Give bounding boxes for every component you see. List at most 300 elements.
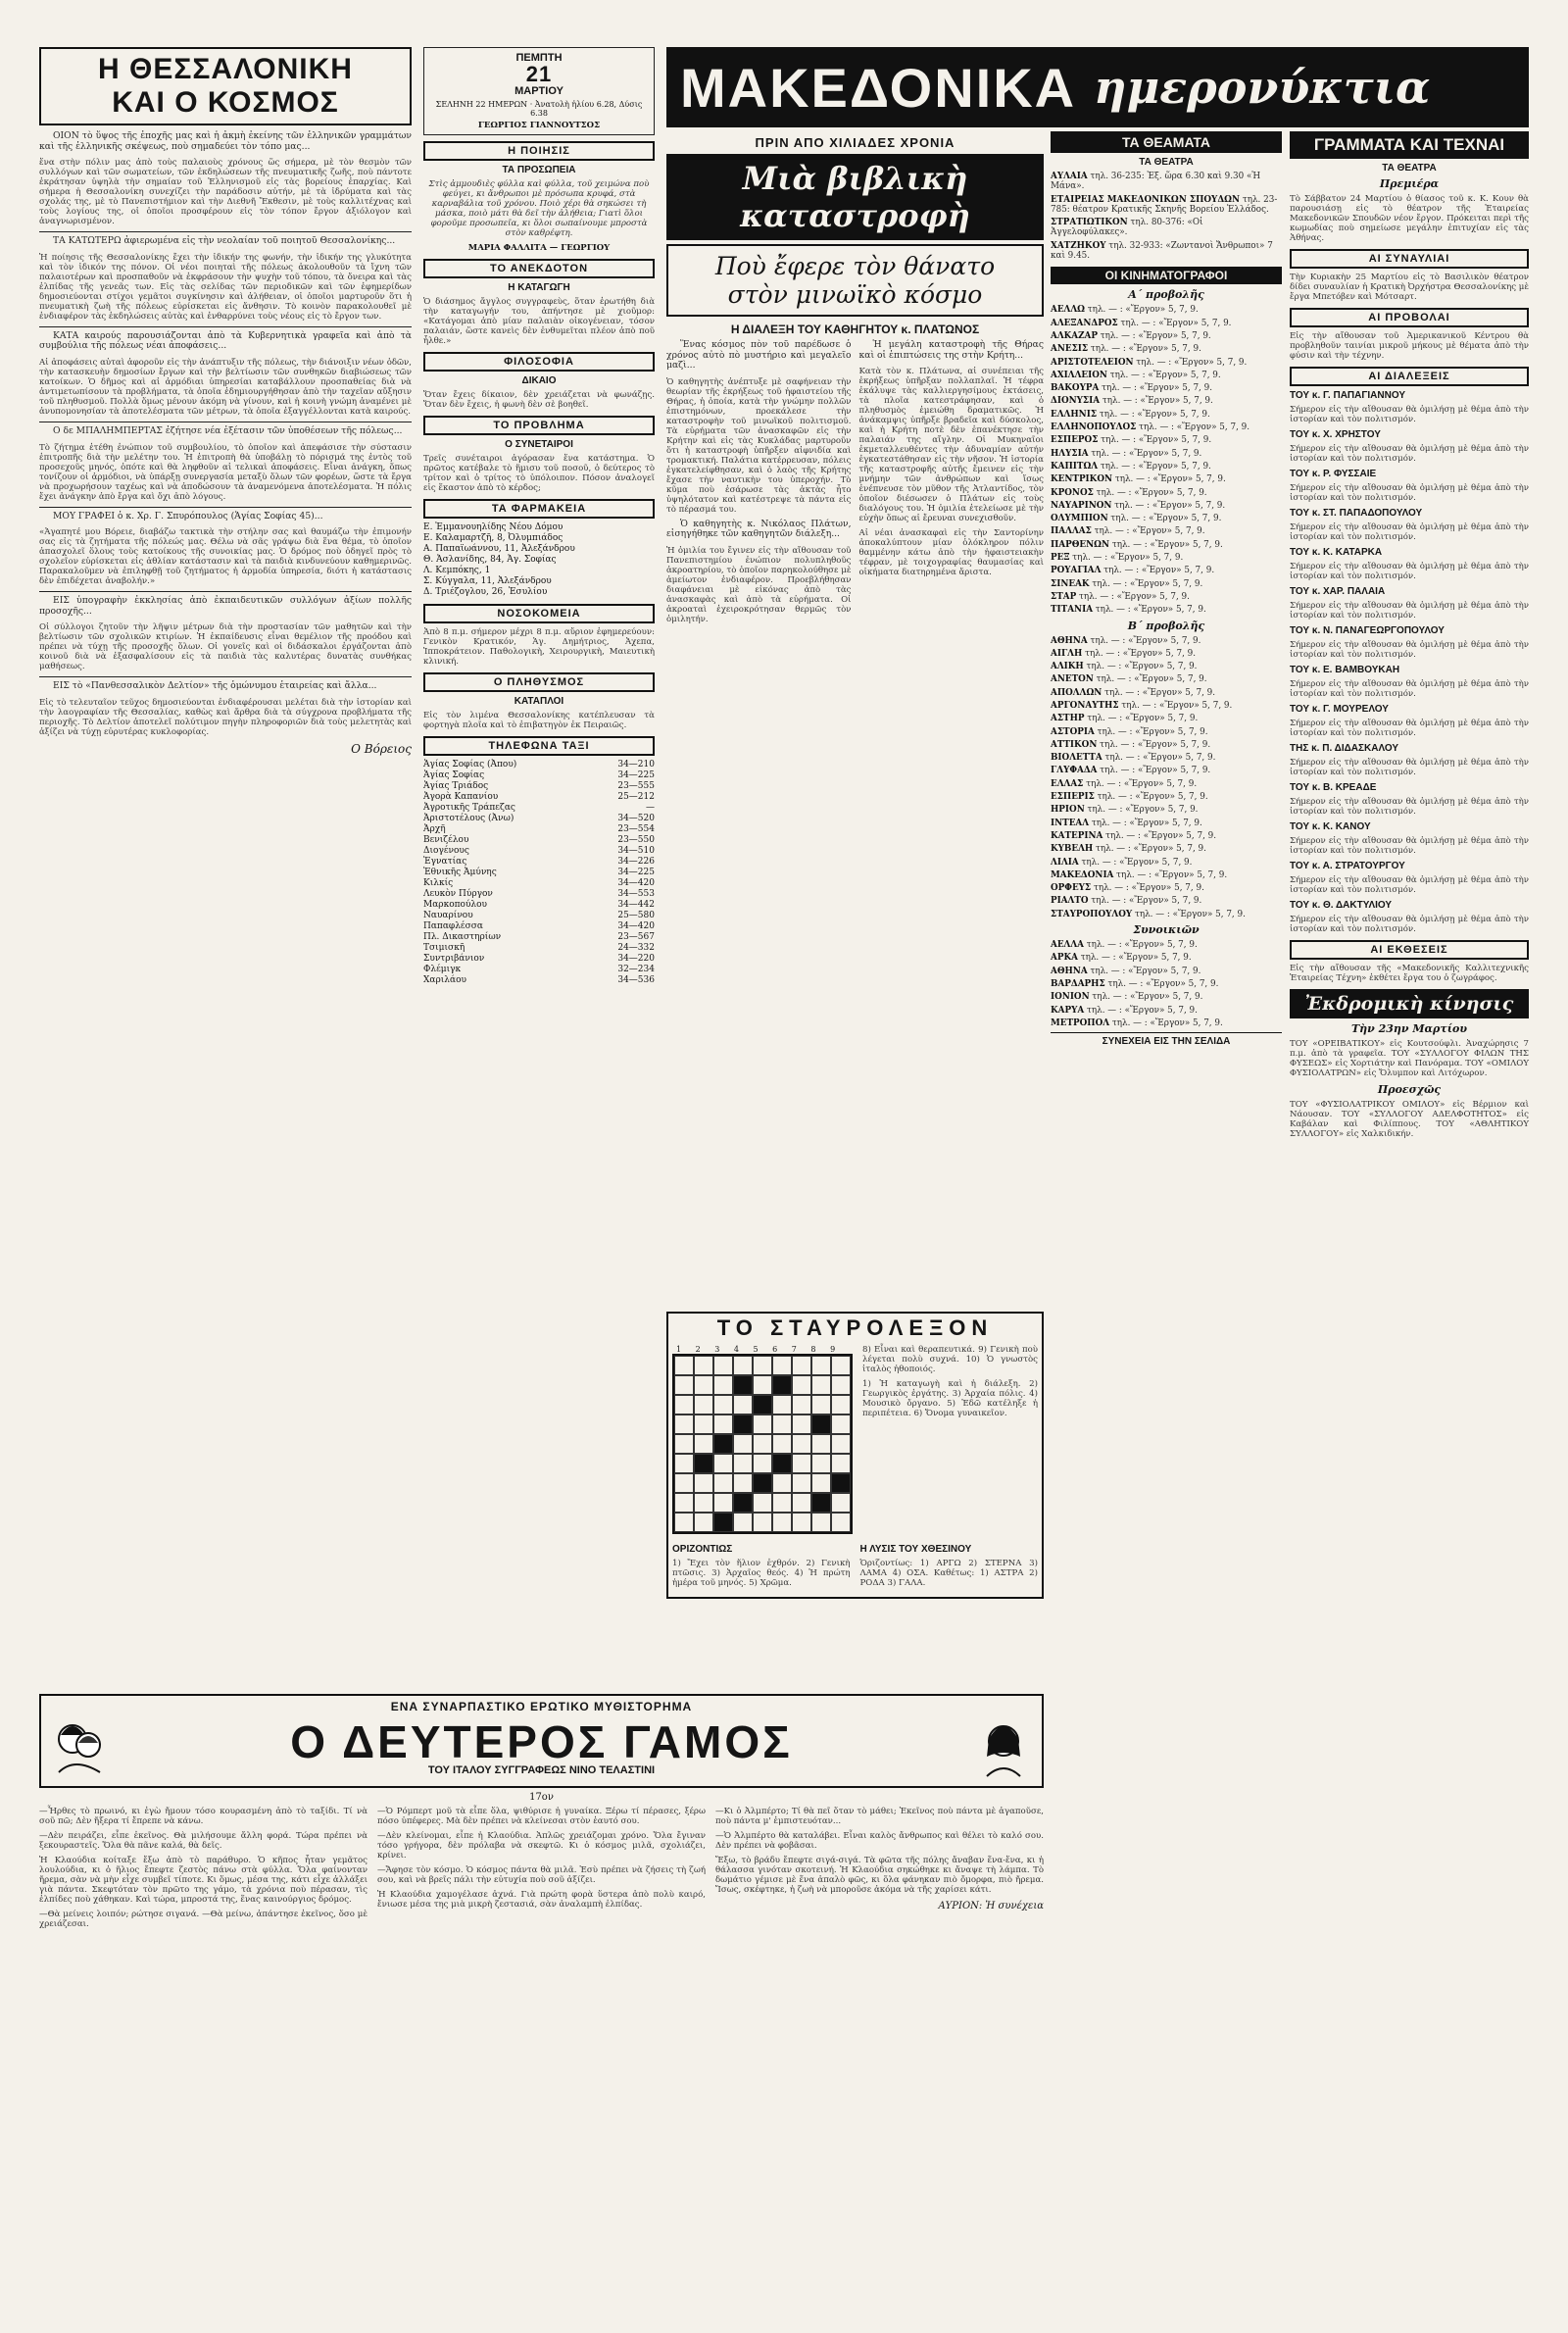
listing-entry: ΠΑΛΛΑΣ τηλ. — : «Ἔργον» 5, 7, 9. — [1051, 526, 1205, 537]
listing-entry: ΕΛΛΑΣ τηλ. — : «Ἔργον» 5, 7, 9. — [1051, 778, 1198, 789]
taxi-row — [423, 889, 655, 900]
section-subheading: Ο ΣΥΝΕΤΑΙΡΟΙ — [505, 439, 573, 450]
crossword-cell[interactable] — [811, 1434, 831, 1454]
filler-text: 8) Εἶναι καὶ θεραπευτικά. 9) Γενικὴ ποὺ λέγεται πολὺ συχνά. 10) Ὁ γνωστὸς ἰταλὸς ἠθοποιός. — [862, 1345, 1038, 1374]
cinema-c-list — [1051, 940, 1282, 1028]
cinema-a-list — [1051, 305, 1282, 615]
lecturer-name: ΤΟΥ κ. Γ. ΜΟΥΡΕΛΟΥ — [1290, 704, 1389, 715]
crossword-cell[interactable] — [733, 1395, 753, 1415]
pharmacy-row: Θ. Ἀσλανίδης, 84, Ἀγ. Σοφίας — [423, 555, 557, 565]
section-subheading: ΚΑΤΑΠΛΟΙ — [514, 696, 564, 707]
crossword-cell[interactable] — [674, 1375, 694, 1395]
novel-title-wrap — [114, 1716, 969, 1776]
poem-author: ΜΑΡΙΑ ΦΑΛΛΙΤΑ — ΓΕΩΡΓΙΟΥ — [467, 243, 611, 253]
article-paragraph: Ἕνας κόσμος πὸν τοῦ παρέδωσε ὁ χρόνος αὐτὸ πὸ μυστήριο καὶ μεγαλεῖο μαζὶ... — [666, 339, 852, 372]
taxi-phone: 34—510 — [617, 846, 655, 856]
taxi-location: Ἐθνικῆς Ἀμύνης — [423, 868, 497, 877]
filler-text: Σήμερον εἰς τὴν αἴθουσαν θὰ ὁμιλήσῃ μὲ θέμα ἀπὸ τὴν ἱστορίαν καὶ τὸν πολιτισμόν. — [1290, 522, 1529, 542]
taxi-row — [423, 954, 655, 965]
crossword-cell[interactable] — [753, 1356, 772, 1375]
filler-text: Εἰς τὴν αἴθουσαν τοῦ Ἀμερικανικοῦ Κέντρου θὰ προβληθοῦν ταινίαι μικροῦ μήκους μὲ θέματα ἀπὸ τὴν φύσιν καὶ τὴν τέχνην. — [1290, 331, 1529, 361]
taxi-location: Μαρκοπούλου — [423, 900, 488, 910]
crossword-cell[interactable] — [674, 1395, 694, 1415]
crossword-cell[interactable] — [753, 1513, 772, 1532]
filler-text: Τὸ ζήτημα ἐτέθη ἐνώπιον τοῦ συμβουλίου, τὸ ὁποῖον καὶ ἀπεφάσισε τὴν σύστασιν ἐπιτροπῆς διὰ τὴν μελέτην του. Ἡ ἐπιτροπὴ θὰ ὑποβάλῃ τὸ πόρισμά της ἐντὸς τοῦ προσεχοῦς μηνός, ὁπότε καὶ θὰ ληφθοῦν αἱ τελικαὶ ἀποφάσεις. Εἶναι ἀνάγκη, ὅπως τονίζουν οἱ ἁρμόδιοι, νὰ ὑπάρξῃ συνεργασία μεταξὺ ὅλων τῶν φορέων, ὥστε τὰ ἔργα νὰ προχωρήσουν ταχέως καὶ νὰ ἀποδώσουν τὰ ἀναμενόμενα ἀποτελέσματα. Ἡ πόλις ἔχει ἀνάγκην ἀπὸ ἔργα καὶ ὄχι ἀπὸ λόγους. — [39, 442, 412, 502]
filler-text: Ἡ Κλαούδια κοίταξε ἔξω ἀπὸ τὸ παράθυρο. Ὁ κῆπος ἦταν γεμᾶτος λουλούδια, κι ὁ ἥλιος ἔπεφτε ζεστὸς πάνω στὰ φύλλα. Ὅλα φαίνονταν ἤρεμα, σὰν νὰ μὴν εἶχε συμβεῖ τίποτε. Κι ὅμως, μέσα της, κάτι εἶχε ἀλλάξει γιὰ πάντα. Σκεφτόταν τὸν πρῶτο της γάμο, τὰ χρόνια ποὺ πέρασαν, τὶς ἐλπίδες ποὺ χάθηκαν. Καὶ τώρα, μπροστά της, ἕνας καινούργιος δρόμος. — [39, 1856, 368, 1905]
column-daily-info — [423, 47, 655, 986]
taxi-location: Λευκὸν Πύργον — [423, 889, 493, 899]
crossword-cell — [753, 1473, 772, 1493]
filler-text: —Ὁ Ἀλμπέρτο θὰ καταλάβει. Εἶναι καλὸς ἄνθρωπος καὶ θέλει τὸ καλό σου. Δὲν πρέπει νὰ φοβᾶσαι. — [715, 1831, 1044, 1851]
crossword-cell[interactable] — [831, 1415, 851, 1434]
crossword-box — [666, 1312, 1044, 1599]
continue-note: ΣΥΝΕΧΕΙΑ ΕΙΣ ΤΗΝ ΣΕΛΙΔΑ — [1051, 1032, 1282, 1047]
filler-text: —Δὲν πειράζει, εἶπε ἐκεῖνος. Θὰ μιλήσουμε ἄλλη φορά. Τώρα πρέπει νὰ ξεκουραστεῖς. Ὅλα θὰ πᾶνε καλά, θὰ δεῖς. — [39, 1831, 368, 1851]
novel-tomorrow: ΑΥΡΙΟΝ: Ἡ συνέχεια — [938, 1901, 1044, 1911]
article-paragraph: ΟΙΟΝ τὸ ὕψος τῆς ἐποχῆς μας καὶ ἡ ἀκμὴ ἐκείνης τῶν ἑλληνικῶν γραμμάτων καὶ τῆς ἑλληνικῆς σκέψεως, ποὺ σημαδεύει τὸν τόπο μας... — [39, 130, 412, 152]
filler-text: 1) Ἡ καταγωγὴ καὶ ἡ διάλεξη. 2) Γεωργικὸς ἐργάτης. 3) Ἀρχαία πόλις. 4) Μουσικὸ ὄργανο. 5) Ἐδῶ κατέληξε ἡ περιπέτεια. 6) Ὄνομα γυναικεῖον. — [862, 1379, 1038, 1418]
pharmacy-list — [423, 522, 655, 598]
crossword-cell[interactable] — [694, 1356, 713, 1375]
crossword-cell[interactable] — [772, 1513, 792, 1532]
lecturer-name: ΤΟΥ κ. ΣΤ. ΠΑΠΑΔΟΠΟΥΛΟΥ — [1290, 508, 1423, 519]
crossword-across — [672, 1540, 851, 1593]
filler-text: Σήμερον εἰς τὴν αἴθουσαν θὰ ὁμιλήσῃ μὲ θέμα ἀπὸ τὴν ἱστορίαν καὶ τὸν πολιτισμόν. — [1290, 444, 1529, 464]
filler-text: Σήμερον εἰς τὴν αἴθουσαν θὰ ὁμιλήσῃ μὲ θέμα ἀπὸ τὴν ἱστορίαν καὶ τὸν πολιτισμόν. — [1290, 836, 1529, 856]
listing-entry: ΑΤΤΙΚΟΝ τηλ. — : «Ἔργον» 5, 7, 9. — [1051, 739, 1211, 750]
listing-entry: ΑΡΚΑ τηλ. — : «Ἔργον» 5, 7, 9. — [1051, 953, 1192, 964]
listing-entry: ΗΡΙΟΝ τηλ. — : «Ἔργον» 5, 7, 9. — [1051, 805, 1199, 816]
lectures-list — [1290, 390, 1529, 934]
section-heading: Ο ΠΛΗΘΥΣΜΟΣ — [423, 672, 655, 692]
excursion-date: Τὴν 23ην Μαρτίου — [1350, 1022, 1468, 1035]
taxi-phone: 34—536 — [617, 975, 655, 985]
listing-entry: ΕΣΠΕΡΙΣ τηλ. — : «Ἔργον» 5, 7, 9. — [1051, 792, 1208, 803]
feature-subtitle-box — [666, 244, 1044, 317]
crossword-cell — [733, 1375, 753, 1395]
taxi-location: Διογένους — [423, 846, 469, 856]
filler-text: Σήμερον εἰς τὴν αἴθουσαν θὰ ὁμιλήσῃ μὲ θέμα ἀπὸ τὴν ἱστορίαν καὶ τὸν πολιτισμόν. — [1290, 875, 1529, 895]
crossword-cell[interactable] — [694, 1434, 713, 1454]
feature-lecture-head: Η ΔΙΑΛΕΞΗ ΤΟΥ ΚΑΘΗΓΗΤΟΥ κ. ΠΛΑΤΩΝΟΣ — [730, 323, 980, 336]
main-headline-box — [39, 47, 412, 125]
solution-head: Η ΛΥΣΙΣ ΤΟΥ ΧΘΕΣΙΝΟΥ — [859, 1544, 972, 1555]
taxi-location: Ἁγίας Σοφίας (Ἀπου) — [423, 760, 517, 769]
main-headline-line1: Η ΘΕΣΣΑΛΟΝΙΚΗ — [98, 53, 353, 85]
listing-entry: ΑΣΤΟΡΙΑ τηλ. — : «Ἔργον» 5, 7, 9. — [1051, 726, 1208, 737]
column-letters-arts — [1290, 131, 1529, 1144]
lecturer-name: ΤΗΣ κ. Π. ΔΙΔΑΣΚΑΛΟΥ — [1290, 743, 1399, 754]
filler-text: Σήμερον εἰς τὴν αἴθουσαν θὰ ὁμιλήσῃ μὲ θέμα ἀπὸ τὴν ἱστορίαν καὶ τὸν πολιτισμόν. — [1290, 679, 1529, 699]
cinema-second-run: Β΄ προβολῆς — [1127, 619, 1205, 632]
taxi-location: Ἐγνατίας — [423, 857, 467, 867]
listing-entry: ΤΙΤΑΝΙΑ τηλ. — : «Ἔργον» 5, 7, 9. — [1051, 605, 1206, 616]
crossword-cell[interactable] — [792, 1395, 811, 1415]
listing-entry: ΑΕΛΛΑ τηλ. — : «Ἔργον» 5, 7, 9. — [1051, 940, 1198, 951]
crossword-cell[interactable] — [694, 1473, 713, 1493]
section-heading: ΤΟ ΠΡΟΒΛΗΜΑ — [423, 416, 655, 435]
taxi-row — [423, 900, 655, 911]
taxi-phone: 23—555 — [617, 781, 655, 791]
listing-entry: ΟΛΥΜΠΙΟΝ τηλ. — : «Ἔργον» 5, 7, 9. — [1051, 514, 1222, 524]
filler-text: —Ἦρθες τὸ πρωινό, κι ἐγὼ ἤμουν τόσο κουρασμένη ἀπὸ τὸ ταξίδι. Τί νὰ σοῦ πῶ; Δὲν ἤξερα τί ἔπρεπε νὰ κάνω. — [39, 1807, 368, 1826]
taxi-row — [423, 824, 655, 835]
lecturer-name: ΤΟΥ κ. Χ. ΧΡΗΣΤΟΥ — [1290, 429, 1381, 440]
taxi-location: Ἀρχῆ — [423, 824, 446, 834]
crossword-cell[interactable] — [674, 1493, 694, 1513]
crossword-cell[interactable] — [694, 1493, 713, 1513]
across-head: ΟΡΙΖΟΝΤΙΩΣ — [672, 1544, 733, 1555]
taxi-row — [423, 878, 655, 889]
section-heading: ΑΙ ΠΡΟΒΟΛΑΙ — [1290, 308, 1529, 327]
crossword-cell[interactable] — [831, 1454, 851, 1473]
filler-text: Εἰς τὸ τελευταῖον τεῦχος δημοσιεύονται ἐνδιαφέρουσαι μελέται διὰ τὴν ἱστορίαν καὶ τὴν λαογραφίαν τῆς Θεσσαλίας, καθὼς καὶ ἄρθρα διὰ τὰ σύγχρονα προβλήματα τῆς περιοχῆς. Τὸ Δελτίον ἀποτελεῖ πολύτιμον πηγὴν πληροφοριῶν διὰ τοὺς μελετητὰς καὶ ἀξίζει νὰ τύχῃ εὐρυτέρας κυκλοφορίας. — [39, 697, 412, 737]
crossword-cell[interactable] — [811, 1473, 831, 1493]
listing-entry: ΑΕΛΛΩ τηλ. — : «Ἔργον» 5, 7, 9. — [1051, 305, 1199, 316]
section-subheading: Η ΚΑΤΑΓΩΓΗ — [508, 282, 570, 293]
crossword-cell[interactable] — [831, 1493, 851, 1513]
filler-text: Σήμερον εἰς τὴν αἴθουσαν θὰ ὁμιλήσῃ μὲ θέμα ἀπὸ τὴν ἱστορίαν καὶ τὸν πολιτισμόν. — [1290, 405, 1529, 424]
article-paragraph: Ο δε ΜΠΑΛΗΜΠΕΡΤΑΣ ἐζήτησε νέα ἐξέτασιν τῶν ὑποθέσεων τῆς πόλεως... — [53, 424, 403, 436]
crossword-cell — [733, 1415, 753, 1434]
crossword-cell[interactable] — [831, 1375, 851, 1395]
taxi-row — [423, 943, 655, 954]
section-heading: ΤΑ ΦΑΡΜΑΚΕΙΑ — [423, 499, 655, 519]
crossword-cell[interactable] — [831, 1356, 851, 1375]
filler-text: Σήμερον εἰς τὴν αἴθουσαν θὰ ὁμιλήσῃ μὲ θέμα ἀπὸ τὴν ἱστορίαν καὶ τὸν πολιτισμόν. — [1290, 719, 1529, 738]
crossword-cell[interactable] — [792, 1513, 811, 1532]
crossword-cell[interactable] — [792, 1356, 811, 1375]
crossword-cell[interactable] — [674, 1513, 694, 1532]
listing-entry: ΑΘΗΝΑ τηλ. — : «Ἔργον» 5, 7, 9. — [1051, 966, 1201, 976]
crossword-cell[interactable] — [674, 1473, 694, 1493]
crossword-cell[interactable] — [733, 1356, 753, 1375]
taxi-phone: 23—550 — [617, 835, 655, 845]
column-signature: Ο Βόρειος — [351, 741, 412, 756]
crossword-cell — [713, 1513, 733, 1532]
crossword-title: ΤΟ ΣΤΑΥΡΟΛΕΞΟΝ — [716, 1315, 994, 1340]
crossword-cell[interactable] — [694, 1513, 713, 1532]
section-heading: ΦΙΛΟΣΟΦΙΑ — [423, 352, 655, 372]
date-number: 21 — [525, 62, 553, 86]
novel-columns — [39, 1807, 1044, 1934]
masthead-banner — [666, 47, 1529, 127]
filler-text: Ὁ καθηγητὴς ἀνέπτυξε μὲ σαφήνειαν τὴν θεωρίαν τῆς ἐκρήξεως τοῦ ἡφαιστείου τῆς Θήρας, ἡ ὁποία, κατὰ τὴν γνώμην πολλῶν ἐπιστημόνων, προεκάλεσε τὴν καταστροφὴν τοῦ μινωϊκοῦ πολιτισμοῦ. Τὰ εὑρήματα τῶν ἀνασκαφῶν εἰς τὴν Κρήτην καὶ εἰς τὰς Κυκλάδας μαρτυροῦν ὅτι ἡ καταστροφὴ ὑπῆρξεν αἰφνιδία καὶ τρομακτική. Παλάτια κατέρρευσαν, πόλεις ἐγκατελείφθησαν, καὶ ὁ λαὸς τῆς Κρήτης ἔχασε τὴν ναυτικὴν του ὑπεροχήν. Τὸ κῦμα ποὺ ἐσάρωσε τὰς ἀκτὰς ἦτο ὑψηλότατον καὶ κατέστρεψε τὰ πάντα εἰς τὸ πέρασμά του. — [666, 376, 852, 515]
listing-entry: ΕΣΠΕΡΟΣ τηλ. — : «Ἔργον» 5, 7, 9. — [1051, 435, 1212, 446]
listing-entry: ΕΤΑΙΡΕΙΑΣ ΜΑΚΕΔΟΝΙΚΩΝ ΣΠΟΥΔΩΝ τηλ. 23-785: θέατρον Κρατικῆς Σκηνῆς Βορείου Ἑλλάδος. — [1051, 194, 1278, 215]
crossword-cell — [694, 1454, 713, 1473]
crossword-cell[interactable] — [674, 1454, 694, 1473]
taxi-location: Ἀγροτικῆς Τράπεζας — [423, 803, 515, 813]
masthead-title-right: ημερονύκτια — [1094, 61, 1431, 114]
listing-entry: ΡΕΞ τηλ. — : «Ἔργον» 5, 7, 9. — [1051, 553, 1184, 564]
feature-column — [859, 340, 1045, 629]
filler-text: —Ὁ Ρόμπερτ μοῦ τὰ εἶπε ὅλα, ψιθύρισε ἡ γυναίκα. Ξέρω τί πέρασες, ξέρω πόσο ὑπέφερες. Μὰ δὲν πρέπει νὰ κλείνεσαι στὸν ἑαυτό σου. — [377, 1807, 706, 1826]
crossword-cell[interactable] — [694, 1375, 713, 1395]
poem-text: Στὶς ἀμμουδιὲς φύλλα καὶ φύλλα, τοῦ χειμώνα ποὺ φεύγει, κι ἄνθρωποι μὲ πρόσωπα κρυφά, στὰ καρναβάλια τοῦ χρόνου. Ποιὸ χέρι θὰ σηκώσει τὴ μάσκα, ποιὸ μάτι θὰ δεῖ τὴν ἀλήθεια; Γιατὶ ὅλοι φοροῦμε προσωπεῖα, κι ὅλοι σωπαίνουμε μπροστὰ στὸν καθρέφτη. — [428, 179, 650, 238]
crossword-cell[interactable] — [772, 1395, 792, 1415]
crossword-cell[interactable] — [713, 1415, 733, 1434]
pharmacy-row: Ε. Καλαμαρτζῆ, 8, Ὀλυμπιάδος — [423, 533, 564, 543]
taxi-phone: 34—442 — [617, 900, 655, 910]
cinema-heading: ΟΙ ΚΙΝΗΜΑΤΟΓΡΑΦΟΙ — [1051, 267, 1282, 284]
crossword-cell[interactable] — [674, 1356, 694, 1375]
crossword-cell[interactable] — [674, 1434, 694, 1454]
taxi-row — [423, 932, 655, 943]
listing-entry: ΚΑΡΥΑ τηλ. — : «Ἔργον» 5, 7, 9. — [1051, 1005, 1198, 1016]
filler-text: Σήμερον εἰς τὴν αἴθουσαν θὰ ὁμιλήσῃ μὲ θέμα ἀπὸ τὴν ἱστορίαν καὶ τὸν πολιτισμόν. — [1290, 562, 1529, 581]
listing-entry: ΑΡΙΣΤΟΤΕΛΕΙΟΝ τηλ. — : «Ἔργον» 5, 7, 9. — [1051, 357, 1248, 368]
masthead-area — [666, 47, 1529, 127]
listing-entry: ΜΕΤΡΟΠΟΛ τηλ. — : «Ἔργον» 5, 7, 9. — [1051, 1018, 1223, 1028]
article-paragraph: ΤΑ ΚΑΤΩΤΕΡΩ ἀφιερωμένα εἰς τὴν νεολαίαν τοῦ ποιητοῦ Θεσσαλονίκης... — [53, 235, 396, 247]
novel-title: Ο ΔΕΥΤΕΡΟΣ ΓΑΜΟΣ — [290, 1716, 793, 1767]
listing-entry: ΓΛΥΦΑΔΑ τηλ. — : «Ἔργον» 5, 7, 9. — [1051, 766, 1211, 776]
filler-text: Τὸ Σάββατον 24 Μαρτίου ὁ θίασος τοῦ κ. Κ. Κουν θὰ παρουσιάσῃ εἰς τὸ θέατρον τῆς Ἑταιρείας Μακεδονικῶν Σπουδῶν νέον ἔργον. Πρόκειται περὶ τῆς κωμωδίας ποὺ σημείωσε μεγάλην ἐπιτυχίαν εἰς τὰς Ἀθήνας. — [1290, 194, 1529, 243]
taxi-row — [423, 760, 655, 770]
listing-entry: ΑΛΕΞΑΝΔΡΟΣ τηλ. — : «Ἔργον» 5, 7, 9. — [1051, 318, 1232, 328]
filler-text: Σήμερον εἰς τὴν αἴθουσαν θὰ ὁμιλήσῃ μὲ θέμα ἀπὸ τὴν ἱστορίαν καὶ τὸν πολιτισμόν. — [1290, 483, 1529, 503]
crossword-cell[interactable] — [831, 1395, 851, 1415]
feature-kicker: ΠΡΙΝ ΑΠΟ ΧΙΛΙΑΔΕΣ ΧΡΟΝΙΑ — [755, 135, 956, 150]
taxi-phone: 32—234 — [617, 965, 655, 974]
crossword-grid[interactable] — [672, 1354, 853, 1534]
crossword-cell[interactable] — [713, 1375, 733, 1395]
article-paragraph: ΕΙΣ ὑπογραφὴν ἐκκλησίας ἀπὸ ἐκπαιδευτικῶν συλλόγων ἀξίων πολλῆς προσοχῆς... — [39, 595, 412, 617]
crossword-cell[interactable] — [694, 1415, 713, 1434]
date-info: ΣΕΛΗΝΗ 22 ΗΜΕΡΩΝ · Ἀνατολὴ ἡλίου 6.28, Δύσις 6.38 — [435, 100, 643, 118]
lecturer-name: ΤΟΥ κ. Γ. ΠΑΠΑΓΙΑΝΝΟΥ — [1290, 390, 1405, 401]
taxi-location: Ἀγορὰ Καπανίου — [423, 792, 499, 802]
cinema-neighborhood: Συνοικιῶν — [1133, 923, 1200, 937]
novel-column — [377, 1807, 706, 1934]
section-heading: ΑΙ ΔΙΑΛΕΞΕΙΣ — [1290, 367, 1529, 386]
section-heading: ΑΙ ΣΥΝΑΥΛΙΑΙ — [1290, 249, 1529, 269]
novel-column — [39, 1807, 368, 1934]
article-paragraph: Ἡ μεγάλη καταστροφὴ τῆς Θήρας καὶ οἱ ἐπιπτώσεις της στὴν Κρήτη... — [858, 339, 1044, 361]
taxi-phone: 24—332 — [617, 943, 655, 953]
filler-text: ἕνα στὴν πόλιν μας ἀπὸ τοὺς παλαιοὺς χρόνους ὥς σήμερα, μὲ τὸν θεσμὸν τῶν συλλόγων καὶ τῶν σωματείων, τῶν ἐκδηλώσεων τῆς πνευματικῆς ζωῆς, ποὺ πάντοτε ἐκράτησαν ὑψηλὰ τὴν σημαίαν τοῦ Ἑλληνισμοῦ εἰς τὰς βορείους ἐπαρχίας. Καὶ σήμερα ἡ Θεσσαλονίκη συνεχίζει τὴν παράδοσιν αὐτήν, μὲ τὰ ἱδρύματα καὶ τὰς σχολάς της, μὲ τὸ Πανεπιστήμιον καὶ τὴν Διεθνῆ Ἔκθεσιν, μὲ τοὺς καλλιτέχνας καὶ τοὺς λογίους της, οἱ ὁποῖοι προσφέρουν εἰς τὸν τόπον ἔργον ἀξιόλογον καὶ ἀναγνωρισμένον. — [39, 158, 412, 227]
novel-title-row — [45, 1713, 1038, 1782]
crossword-cell[interactable] — [792, 1434, 811, 1454]
filler-text: Εἰς τὸν λιμένα Θεσσαλονίκης κατέπλευσαν τὰ φορτηγὰ πλοῖα καὶ τὸ ἐπιβατηγὸν ἐκ Πειραιῶς. — [423, 711, 655, 730]
crossword-cell[interactable] — [753, 1375, 772, 1395]
taxi-row — [423, 857, 655, 868]
crossword-numbers: 1 2 3 4 5 6 7 8 9 — [676, 1345, 842, 1354]
column-thessaloniki — [39, 47, 412, 756]
crossword-cell[interactable] — [792, 1375, 811, 1395]
section-heading: ΤΗΛΕΦΩΝΑ ΤΑΞΙ — [423, 736, 655, 756]
crossword-cell[interactable] — [733, 1513, 753, 1532]
crossword-cell[interactable] — [792, 1473, 811, 1493]
filler-text: Αἱ ἀποφάσεις αὐταὶ ἀφοροῦν εἰς τὴν ἀνάπτυξιν τῆς πόλεως, τὴν διάνοιξιν νέων ὁδῶν, τὴν κατασκευὴν δημοσίων ἔργων καὶ τὴν βελτίωσιν τῶν συνθηκῶν διαβιώσεως τῶν κατοίκων. Ὁ δῆμος καὶ αἱ ἀρμόδιαι ὑπηρεσίαι καταβάλλουν προσπαθείας διὰ νὰ ἀντιμετωπίσουν τὰ προβλήματα, τὰ ὁποῖα ἐδημιουργήθησαν ἀπὸ τὴν ταχεῖαν αὔξησιν τοῦ πληθυσμοῦ. Πολλὰ ὅμως μένουν ἀκόμη νὰ γίνουν, καὶ ἡ κοινὴ γνώμη ἀναμένει μὲ ἀνυπομονησίαν τὰ ἀποτελέσματα τῶν μέτρων, τὰ ὁποῖα ἐξαγγέλλονται κατὰ καιρούς. — [39, 357, 412, 417]
crossword-cell[interactable] — [792, 1454, 811, 1473]
filler-text: Ἡ ὁμιλία του ἔγινεν εἰς τὴν αἴθουσαν τοῦ Πανεπιστημίου ἐνώπιον πολυπληθοῦς ἀκροατηρίου, τὸ ὁποῖον παρηκολούθησε μὲ ἀμείωτον ἐνδιαφέρον. Προεβλήθησαν διαφάνειαι μὲ εἰκόνας ἀπὸ τὰς ἀνασκαφὰς καὶ ἀπὸ τὰ εὑρήματα. Οἱ ἀκροαταὶ ἐχειροκρότησαν θερμῶς τὸν ὁμιλητήν. — [666, 545, 852, 624]
filler-text: —Ἄφησε τὸν κόσμο. Ὁ κόσμος πάντα θὰ μιλᾶ. Ἐσὺ πρέπει νὰ ζήσεις τὴ ζωή σου, καὶ νὰ βρεῖς πάλι τὴν εὐτυχία ποὺ σοῦ ἀξίζει. — [377, 1865, 706, 1885]
taxi-phone: 25—212 — [617, 792, 655, 802]
listing-entry: ΑΡΓΟΝΑΥΤΗΣ τηλ. — : «Ἔργον» 5, 7, 9. — [1051, 700, 1233, 711]
taxi-row — [423, 975, 655, 986]
masthead-title-left: ΜΑΚΕΔΟΝΙΚΑ — [680, 56, 1077, 119]
novel-column — [715, 1807, 1044, 1934]
listing-entry: ΚΑΤΕΡΙΝΑ τηλ. — : «Ἔργον» 5, 7, 9. — [1051, 830, 1217, 841]
taxi-row — [423, 835, 655, 846]
theatres-subheading: ΤΑ ΘΕΑΤΡΑ — [1139, 157, 1194, 168]
taxi-location: Κιλκίς — [423, 878, 454, 888]
crossword-cell — [831, 1473, 851, 1493]
filler-text: Ὅταν ἔχεις δίκαιον, δὲν χρειάζεται νὰ φωνάζῃς. Ὅταν δὲν ἔχεις, ἡ φωνὴ δὲν σὲ βοηθεῖ. — [423, 390, 655, 410]
lecturer-name: ΤΟΥ κ. Β. ΚΡΕΑΔΕ — [1290, 782, 1377, 793]
feature-subtitle-line2: στὸν μινωϊκὸ κόσμο — [727, 280, 983, 309]
section-heading: Η ΠΟΙΗΣΙΣ — [423, 141, 655, 161]
filler-text: Ὁριζοντίως: 1) ΑΡΓΩ 2) ΣΤΕΡΝΑ 3) ΛΑΜΑ 4) ΟΣΑ. Καθέτως: 1) ΑΣΤΡΑ 2) ΡΟΔΑ 3) ΓΑΛΑ. — [859, 1559, 1038, 1588]
crossword-cell[interactable] — [753, 1493, 772, 1513]
novel-episode: 17ον — [529, 1792, 554, 1803]
crossword-cell[interactable] — [772, 1434, 792, 1454]
feature-title: Μιὰ βιβλικὴ καταστροφὴ — [666, 154, 1044, 240]
article-paragraph: ΚΑΤΑ καιρούς παρουσιάζονται ἀπὸ τὰ Κυβερνητικὰ γραφεῖα καὶ ἀπὸ τὰ συμβούλια τῆς πόλεως νέαι ἀποφάσεις... — [39, 329, 412, 352]
crossword-cell[interactable] — [753, 1454, 772, 1473]
cinema-b-list — [1051, 636, 1282, 920]
listing-entry: ΠΑΡΘΕΝΩΝ τηλ. — : «Ἔργον» 5, 7, 9. — [1051, 539, 1223, 550]
crossword-cell — [713, 1434, 733, 1454]
filler-text: ΤΟΥ «ΦΥΣΙΟΛΑΤΡΙΚΟΥ ΟΜΙΛΟΥ» εἰς Βέρμιον καὶ Νάουσαν. ΤΟΥ «ΣΥΛΛΟΓΟΥ ΑΔΕΛΦΟΤΗΤΟΣ» εἰς Καβάλαν καὶ Φιλίππους. ΤΟΥ «ΑΘΛΗΤΙΚΟΥ ΣΥΛΛΟΓΟΥ» εἰς Χαλκιδικήν. — [1290, 1100, 1529, 1139]
date-box — [423, 47, 655, 135]
crossword-cell[interactable] — [694, 1395, 713, 1415]
taxi-phone: 23—567 — [617, 932, 655, 942]
crossword-cell[interactable] — [831, 1434, 851, 1454]
crossword-cell[interactable] — [831, 1513, 851, 1532]
crossword-cell[interactable] — [713, 1473, 733, 1493]
crossword-cell[interactable] — [811, 1375, 831, 1395]
crossword-cell[interactable] — [772, 1473, 792, 1493]
listing-entry: ΑΝΕΤΟΝ τηλ. — : «Ἔργον» 5, 7, 9. — [1051, 674, 1207, 685]
crossword-cell — [772, 1375, 792, 1395]
taxi-phone: 34—226 — [617, 857, 655, 867]
filler-text: 1) Ἔχει τὸν ἥλιον ἐχθρόν. 2) Γενικὴ πτῶσις. 3) Ἀρχαῖος θεός. 4) Ἡ πρώτη ἡμέρα τοῦ μηνός. 5) Χρῶμα. — [672, 1559, 851, 1588]
listing-entry: ΚΑΠΙΤΩΛ τηλ. — : «Ἔργον» 5, 7, 9. — [1051, 461, 1211, 472]
prereq-heading: Προεσχῶς — [1377, 1083, 1442, 1096]
filler-text: Ὁ διάσημος ἄγγλος συγγραφεὺς, ὅταν ἐρωτήθη διὰ τὴν καταγωγήν του, ἀπήντησε μὲ χιοῦμορ: «Κατάγομαι ἀπὸ μίαν παλαιὰν οἰκογένειαν, τόσον παλαιάν, ὥστε κανεὶς δὲν ἐνθυμεῖται πλέον ἀπὸ ποῦ ἦλθε.» — [423, 297, 655, 346]
listing-entry: ΑΝΕΣΙΣ τηλ. — : «Ἔργον» 5, 7, 9. — [1051, 344, 1201, 355]
crossword-cell[interactable] — [713, 1454, 733, 1473]
filler-text: —Κι ὁ Ἀλμπέρτο; Τί θὰ πεῖ ὅταν τὸ μάθει; Ἐκεῖνος ποὺ πάντα μὲ ἀγαποῦσε, ποὺ πάντα μ' ἐμπιστευόταν... — [715, 1807, 1044, 1826]
letters-heading: ΓΡΑΜΜΑΤΑ ΚΑΙ ΤΕΧΝΑΙ — [1290, 131, 1529, 159]
listing-entry: ΑΘΗΝΑ τηλ. — : «Ἔργον» 5, 7, 9. — [1051, 635, 1201, 646]
crossword-cell[interactable] — [733, 1434, 753, 1454]
crossword-cell[interactable] — [733, 1454, 753, 1473]
lecturer-name: ΤΟΥ κ. Ρ. ΦΥΣΣΑΙΕ — [1290, 469, 1377, 479]
taxi-location: Ἀριστοτέλους (Ἀνω) — [423, 814, 514, 823]
filler-text: Ἡ ποίησις τῆς Θεσσαλονίκης ἔχει τὴν ἰδικήν της φωνήν, τὴν ἰδικήν της γλυκύτητα καὶ τὸν ἰδικόν της πόνον. Οἱ νέοι ποιηταὶ τῆς πόλεως ἀκολουθοῦν τὰ ἴχνη τῶν παλαιοτέρων καὶ προσπαθοῦν νὰ ἐκφράσουν τὴν ψυχὴν τοῦ τόπου, τὰ ὄνειρα καὶ τὰς ἐλπίδας τῆς γενεᾶς των. Εἰς τὰς σελίδας τῶν περιοδικῶν καὶ τῶν ἐφημερίδων δημοσιεύονται στίχοι γεμᾶτοι συγκίνησιν καὶ ἀλήθειαν, οἱ ὁποῖοι μαρτυροῦν ὅτι ἡ πνευματικὴ ζωὴ τῆς πόλεως εὑρίσκεται εἰς ἄνθησιν. Τὸ κοινὸν παρακολουθεῖ μὲ ἐνδιαφέρον τὰς ἐκδηλώσεις αὐτὰς καὶ ἐνθαρρύνει τοὺς νέους εἰς τὸ ἔργον των. — [39, 252, 412, 322]
serial-novel — [39, 1694, 1044, 1934]
listing-entry: ΙΟΝΙΟΝ τηλ. — : «Ἔργον» 5, 7, 9. — [1051, 992, 1203, 1003]
crossword-cell[interactable] — [811, 1513, 831, 1532]
crossword-cell[interactable] — [713, 1493, 733, 1513]
crossword-cell[interactable] — [792, 1415, 811, 1434]
taxi-location: Φλέμιγκ — [423, 965, 462, 974]
taxi-location: Χαριλάου — [423, 975, 466, 985]
taxi-row — [423, 846, 655, 857]
crossword-cell[interactable] — [811, 1356, 831, 1375]
crossword-cell[interactable] — [753, 1415, 772, 1434]
date-month: ΜΑΡΤΙΟΥ — [514, 85, 564, 97]
taxi-location: Ἁγίας Τριάδος — [423, 781, 489, 791]
crossword-cell[interactable] — [772, 1356, 792, 1375]
pharmacy-row: Δ. Τριέζογλου, 26, Ἐσυλίου — [423, 587, 548, 597]
article-paragraph: ΕΙΣ τὸ «Πανθεσσαλικὸν Δελτίον» τῆς ὁμώνυμου ἑταιρείας καὶ ἄλλα... — [53, 680, 377, 692]
listing-entry: ΒΑΡΔΑΡΗΣ τηλ. — : «Ἔργον» 5, 7, 9. — [1051, 978, 1219, 989]
listing-entry: ΕΛΛΗΝΙΣ τηλ. — : «Ἔργον» 5, 7, 9. — [1051, 409, 1210, 420]
lecturer-name: ΤΟΥ κ. Α. ΣΤΡΑΤΟΥΡΓΟΥ — [1290, 861, 1405, 871]
listing-entry: ΡΙΑΛΤΟ τηλ. — : «Ἔργον» 5, 7, 9. — [1051, 896, 1202, 907]
crossword-cell[interactable] — [713, 1356, 733, 1375]
taxi-phone: 34—420 — [617, 921, 655, 931]
lecturer-name: ΤΟΥ κ. Κ. ΚΑΝΟΥ — [1290, 821, 1371, 832]
lecturer-name: ΤΟΥ κ. ΧΑΡ. ΠΑΛΑΙΑ — [1290, 586, 1386, 597]
crossword-cell — [753, 1395, 772, 1415]
listing-entry: ΚΥΒΕΛΗ τηλ. — : «Ἔργον» 5, 7, 9. — [1051, 844, 1206, 855]
taxi-location: Ναυαρίνου — [423, 911, 473, 920]
taxi-phone: — — [646, 803, 655, 813]
filler-text: Εἰς τὴν αἴθουσαν τῆς «Μακεδονικῆς Καλλιτεχνικῆς Ἑταιρείας Τέχνη» ἐκθέτει ἔργα του ὁ ζωγράφος. — [1290, 964, 1529, 983]
taxi-location: Βενιζέλου — [423, 835, 469, 845]
filler-text: Σήμερον εἰς τὴν αἴθουσαν θὰ ὁμιλήσῃ μὲ θέμα ἀπὸ τὴν ἱστορίαν καὶ τὸν πολιτισμόν. — [1290, 758, 1529, 777]
filler-text: Οἱ σύλλογοι ζητοῦν τὴν λῆψιν μέτρων διὰ τὴν προστασίαν τῶν μαθητῶν καὶ τὴν βελτίωσιν τῶν σχολικῶν κτιρίων. Ἡ ἐκπαίδευσις εἶναι θεμέλιον τῆς προόδου καὶ πρέπει νὰ τύχῃ τῆς προσοχῆς ὅλων. Οἱ γονεῖς καὶ οἱ διδάσκαλοι ἐργάζονται ἀπὸ κοινοῦ διὰ νὰ ἐξασφαλίσουν εἰς τὰ παιδιὰ τὰς καλυτέρας δυνατὰς συνθήκας μαθήσεως. — [39, 622, 412, 672]
crossword-solution — [860, 1540, 1039, 1593]
cinema-first-run: Α΄ προβολῆς — [1128, 288, 1204, 302]
taxi-phone: 25—580 — [617, 911, 655, 920]
taxi-list — [423, 760, 655, 986]
taxi-row — [423, 965, 655, 975]
listing-entry: ΣΤΡΑΤΙΩΤΙΚΟΝ τηλ. 80-376: «Οἱ Ἀγγελοφύλακες». — [1051, 218, 1203, 238]
listing-entry: ΣΙΝΕΑΚ τηλ. — : «Ἔργον» 5, 7, 9. — [1051, 578, 1203, 589]
taxi-row — [423, 868, 655, 878]
filler-text: Κατὰ τὸν κ. Πλάτωνα, αἱ συνέπειαι τῆς ἐκρήξεως ὑπῆρξαν πολλαπλαῖ. Ἡ τέφρα ἐκάλυψε τὰς καλλιεργησίμους ἐκτάσεις, τὰ πλοῖα κατεστράφησαν, καὶ ὁ πληθυσμὸς ἐμειώθη δραματικῶς. Ἡ ἀνάκαμψις ὑπῆρξε βραδεῖα καὶ δύσκολος, καὶ ἡ Κρήτη ποτὲ δὲν ἐπανέκτησε τὴν παλαιάν της αἴγλην. Οἱ Μυκηναῖοι ἐκμεταλλευθέντες τὴν ἀδυναμίαν αὐτήν ἐγκατεστάθησαν εἰς τὴν νῆσον. Ἡ ἱστορία τῆς καταστροφῆς αὐτῆς ἔμεινεν εἰς τὴν μνήμην τῶν ἀνθρώπων καὶ ἴσως ἐνέπνευσε τὸν μῦθον τῆς Ἀτλαντίδος, τὸν ὁποῖον διέσωσεν ὁ Πλάτων εἰς τοὺς διαλόγους του. Ἡ ὁμιλία ἐτελείωσε μὲ τὴν εὐχὴν ὅπως αἱ ἔρευναι συνεχισθοῦν. — [858, 367, 1044, 524]
taxi-phone: 34—225 — [617, 868, 655, 877]
taxi-location: Ἁγίας Σοφίας — [423, 770, 485, 780]
crossword-cell[interactable] — [713, 1395, 733, 1415]
crossword-cell[interactable] — [733, 1473, 753, 1493]
crossword-grid-wrap — [672, 1345, 853, 1534]
crossword-cell[interactable] — [772, 1415, 792, 1434]
crossword-content — [672, 1345, 1038, 1534]
crossword-cell[interactable] — [792, 1493, 811, 1513]
pharmacy-row: Α. Παπαϊωάννου, 11, Ἀλεξάνδρου — [423, 544, 575, 554]
section-subheading: ΤΑ ΠΡΟΣΩΠΕΙΑ — [502, 165, 576, 175]
feature-subtitle-line1: Ποὺ ἔφερε τὸν θάνατο — [714, 252, 996, 280]
crossword-cell[interactable] — [811, 1395, 831, 1415]
listing-entry: ΚΕΝΤΡΙΚΟΝ τηλ. — : «Ἔργον» 5, 7, 9. — [1051, 474, 1226, 485]
crossword-cell[interactable] — [753, 1434, 772, 1454]
crossword-cell[interactable] — [811, 1454, 831, 1473]
crossword-cell[interactable] — [674, 1415, 694, 1434]
listing-entry: ΣΤΑΥΡΟΠΟΥΛΟΥ τηλ. — : «Ἔργον» 5, 7, 9. — [1051, 909, 1246, 919]
section-subheading: ΔΙΚΑΙΟ — [521, 375, 557, 386]
listing-entry: ΑΠΟΛΛΩΝ τηλ. — : «Ἔργον» 5, 7, 9. — [1051, 687, 1216, 698]
crossword-cell[interactable] — [772, 1493, 792, 1513]
filler-text: Ἀπὸ 8 π.μ. σήμερον μέχρι 8 π.μ. αὔριον ἐφημερεύουν: Γενικὸν Κρατικόν, Ἁγ. Δημήτριος, Ἀχεπα, Ἱπποκράτειον. Παθολογικὴ, Χειρουργικὴ, Μαιευτικὴ κλινική. — [423, 627, 655, 667]
feature-article — [666, 131, 1044, 629]
section-heading: ΝΟΣΟΚΟΜΕΙΑ — [423, 604, 655, 623]
couple-illustration-icon — [45, 1713, 114, 1782]
newspaper-page — [39, 47, 1529, 2302]
crossword-section — [666, 1312, 1044, 1599]
theatres-heading: ΤΑ ΘΕΑΜΑΤΑ — [1051, 131, 1282, 153]
pharmacy-row: Σ. Κύγγαλα, 11, Ἀλεξάνδρου — [423, 576, 552, 586]
taxi-phone: 34—210 — [617, 760, 655, 769]
listing-entry: ΔΙΟΝΥΣΙΑ τηλ. — : «Ἔργον» 5, 7, 9. — [1051, 396, 1213, 407]
